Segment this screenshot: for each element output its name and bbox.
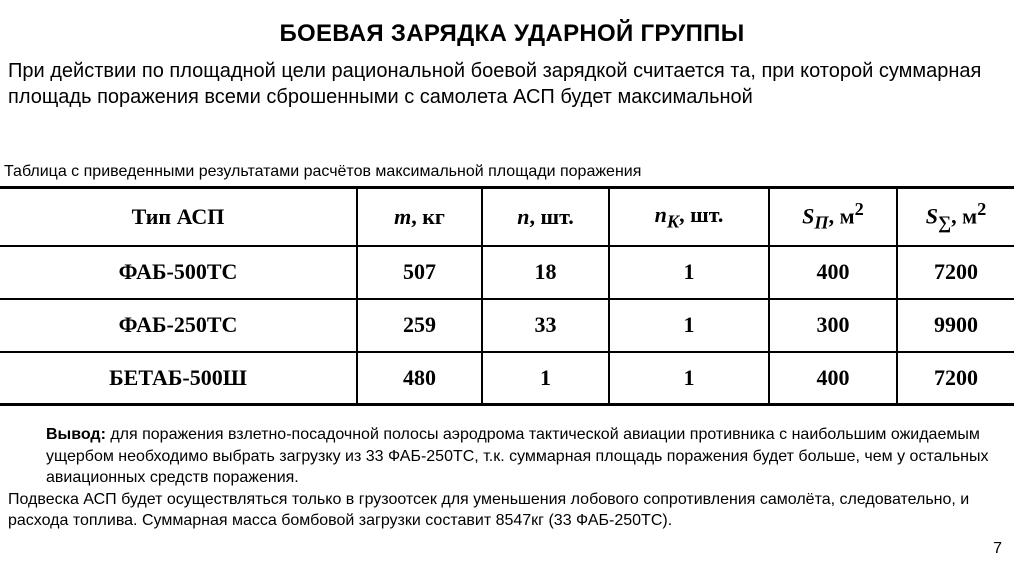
table-row	[0, 299, 1014, 352]
page-title: БОЕВАЯ ЗАРЯДКА УДАРНОЙ ГРУППЫ	[279, 20, 745, 47]
cell-area-total: 7200	[897, 246, 1014, 299]
conclusion-label: Вывод:	[46, 426, 106, 443]
cell-mass: 480	[357, 352, 482, 405]
results-table	[0, 186, 1014, 406]
conclusion-paragraph	[8, 424, 1008, 489]
cell-type: ФАБ-500ТС	[0, 246, 357, 299]
cell-mass: 507	[357, 246, 482, 299]
header-count: n, шт.	[482, 188, 609, 246]
cell-area-total: 7200	[897, 352, 1014, 405]
cell-count-k: 1	[609, 246, 769, 299]
cell-area-single: 400	[769, 352, 897, 405]
cell-count: 33	[482, 299, 609, 352]
conclusion-paragraph-2: Подвеска АСП будет осуществляться только в грузоотсек для уменьшения лобового сопротивления самолёта, следовательно, и расхода топлива. Суммарная масса бомбовой загрузки составит 8547кг (33 ФАБ-250ТС).	[8, 490, 970, 529]
header-mass: m, кг	[357, 188, 482, 246]
page-number: 7	[993, 540, 1002, 557]
table-header-row	[0, 188, 1014, 246]
cell-type: ФАБ-250ТС	[0, 299, 357, 352]
conclusion	[8, 424, 1008, 532]
table-row	[0, 246, 1014, 299]
cell-count: 18	[482, 246, 609, 299]
cell-count: 1	[482, 352, 609, 405]
header-type: Тип АСП	[0, 188, 357, 246]
header-area-single: $S_П$, $м^2$	[769, 188, 897, 246]
cell-area-total: 9900	[897, 299, 1014, 352]
header-count-k: $n_K$, шт.	[609, 188, 769, 246]
table-row	[0, 352, 1014, 405]
cell-count-k: 1	[609, 352, 769, 405]
conclusion-text: для поражения взлетно-посадочной полосы аэродрома тактической авиации противника с наибольшим ожидаемым ущербом необходимо выбрать загрузку из 33 ФАБ-250ТС, т.к. суммарная площадь поражения будет больше, чем у остальных авиационных средств поражения.	[46, 426, 989, 486]
cell-count-k: 1	[609, 299, 769, 352]
table-caption: Таблица с приведенными результатами расчётов максимальной площади поражения	[4, 163, 642, 180]
cell-type: БЕТАБ-500Ш	[0, 352, 357, 405]
intro-paragraph: При действии по площадной цели рациональной боевой зарядкой считается та, при которой суммарная площадь поражения всеми сброшенными с самолета АСП будет максимальной	[8, 60, 982, 108]
header-area-total: $S_\sum$, $м^2$	[897, 188, 1014, 246]
cell-area-single: 400	[769, 246, 897, 299]
cell-mass: 259	[357, 299, 482, 352]
cell-area-single: 300	[769, 299, 897, 352]
